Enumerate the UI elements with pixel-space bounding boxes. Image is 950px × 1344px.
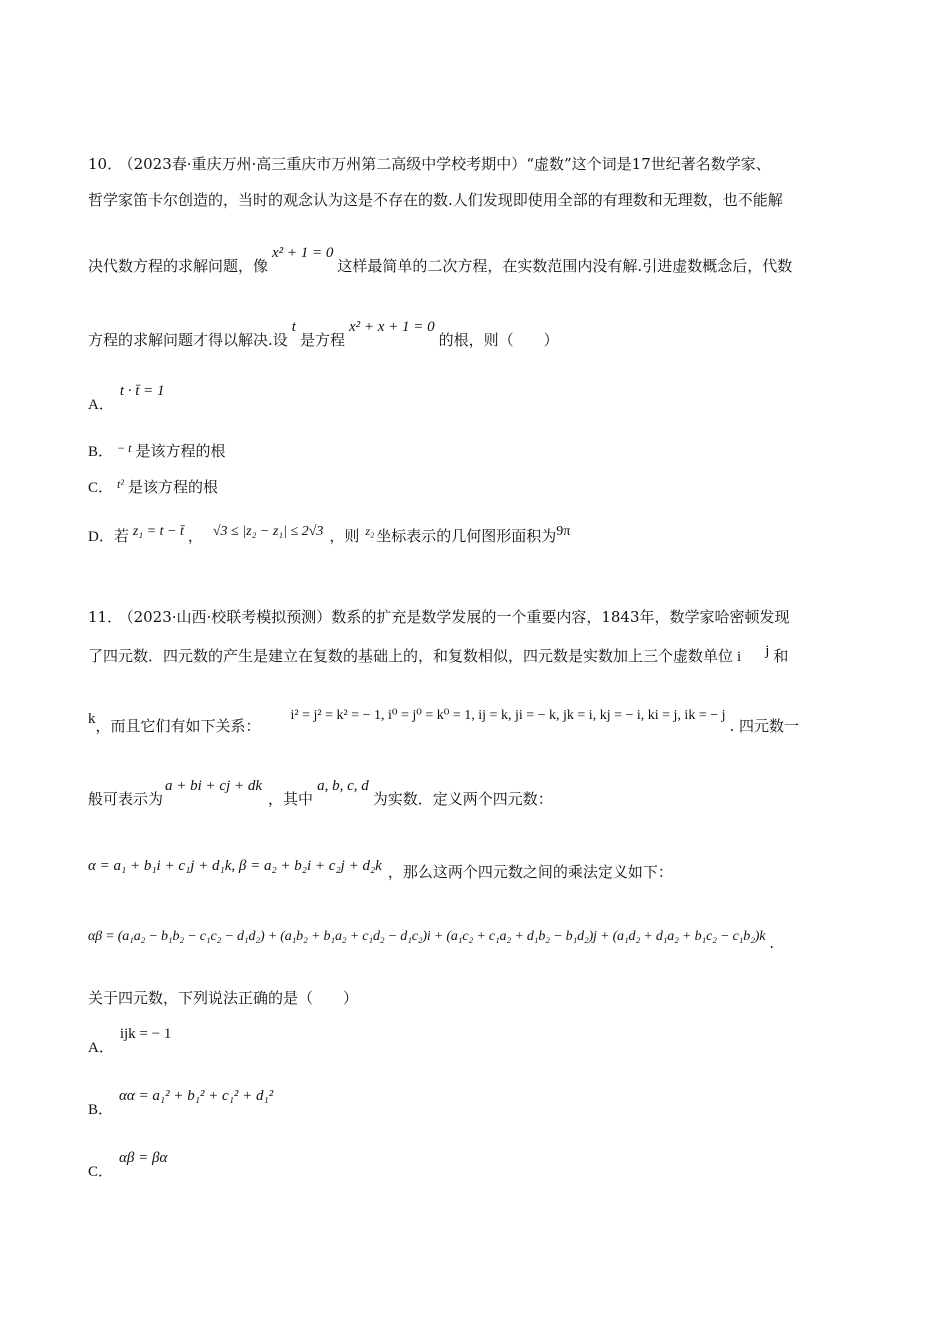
q10-option-b: [88, 441, 225, 462]
q11-option-c-label: C．: [88, 1164, 114, 1180]
q10-number: 10．: [88, 155, 123, 173]
q10-line2: 哲学家笛卡尔创造的，当时的观念认为这是不存在的数.人们发现即使用全部的有理数和无理数，也不能解: [88, 191, 783, 209]
q11-definition: α = a₁ + b₁i + c₁j + d₁k, β = a₂ + b₂i + c₂j + d₂k: [88, 858, 382, 874]
q10-option-a: [88, 383, 165, 415]
q11-line5: [88, 858, 673, 883]
q10-line3: [88, 245, 793, 277]
q10-option-c-text: 是该方程的根: [127, 478, 218, 496]
q11-option-a-math: ijk = − 1: [119, 1026, 172, 1042]
q11-option-c: [88, 1150, 168, 1182]
q10-option-d-math-2: √3 ≤ |z₂ − z₁| ≤ 2√3: [212, 524, 324, 539]
q11-unit-j: j: [765, 643, 770, 659]
q11-line3-text-a: ，而且它们有如下关系：: [95, 717, 261, 735]
q10-equation-1: x² + 1 = 0: [272, 245, 334, 261]
q10-option-d-math-4: 9π: [556, 524, 571, 539]
q11-relations: i² = j² = k² = − 1, i⁰ = j⁰ = k⁰ = 1, ij = k, ji = − k, jk = i, kj = − i, ki = j, ik = − j: [290, 708, 726, 723]
q10-option-c: [88, 477, 218, 498]
q10-option-a-label: A．: [88, 397, 114, 413]
q10-option-b-math: − t: [117, 441, 132, 455]
q10-line4-text-a: 方程的求解问题才得以解决.设: [88, 331, 288, 349]
q10-option-c-math: t²: [117, 477, 124, 491]
q11-number: 11．: [88, 608, 123, 626]
q11-option-a: [88, 1026, 172, 1058]
q11-line4-text-b: ，其中: [268, 790, 314, 808]
q10-option-b-label: B．: [88, 444, 114, 460]
q10-option-d-math-1: z₁ = t − t̄: [132, 524, 184, 539]
q11-product-formula: αβ = (a₁a₂ − b₁b₂ − c₁c₂ − d₁d₂) + (a₁b₂ + b₁a₂ + c₁d₂ − d₁c₂)i + (a₁c₂ + c₁a₂ + d₁b₂ − b₁d₂)j + (a₁d₂ + d₁a₂ + b₁c₂ − c₁b₂)k: [88, 929, 766, 944]
q11-line3: [88, 708, 800, 738]
q10-source: （2023春·重庆万州·高三重庆市万州第二高级中学校考期中）: [126, 155, 527, 173]
q10-option-d-text-d: 坐标表示的几何图形面积为: [376, 527, 557, 545]
q11-line2: [88, 643, 789, 667]
q10-option-b-text: 是该方程的根: [135, 442, 226, 460]
q10-line4-text-b: 是方程: [299, 331, 345, 349]
q11-line5-text: ，那么这两个四元数之间的乘法定义如下：: [387, 863, 673, 881]
q10-line1-text: “虚数”这个词是17世纪著名数学家、: [526, 155, 771, 173]
q10-line3-text-b: 这样最简单的二次方程，在实数范围内没有解.引进虚数概念后，代数: [337, 257, 793, 275]
q11-line1-text: 数系的扩充是数学发展的一个重要内容，1843年，数学家哈密顿发现: [331, 608, 790, 626]
q11-unit-i: i: [737, 649, 742, 665]
q10-option-d-text-c: ，则: [329, 527, 360, 545]
q11-option-b-label: B．: [88, 1102, 114, 1118]
q11-line6: [88, 925, 775, 952]
q11-real-vars: a, b, c, d: [317, 778, 369, 794]
q11-line6-end: .: [769, 934, 775, 952]
q11-unit-k: k: [88, 711, 96, 727]
q11-general-form: a + bi + cj + dk: [165, 778, 263, 794]
q10-equation-2: x² + x + 1 = 0: [348, 319, 435, 335]
q10-line4: [88, 319, 559, 351]
q11-line4-text-a: 般可表示为: [88, 790, 164, 808]
q10-option-d-math-3: z₂: [365, 524, 375, 538]
q10-option-d-text-b: ，: [187, 527, 203, 545]
q10-option-a-math: t · t̄ = 1: [119, 383, 165, 399]
q10-option-d: [88, 526, 570, 548]
q10-option-c-label: C．: [88, 480, 114, 496]
q10-var-t: t: [291, 319, 296, 335]
q11-line1: [88, 607, 790, 627]
q11-line2-text-a: 了四元数．四元数的产生是建立在复数的基础上的，和复数相似，四元数是实数加上三个虚数单位: [88, 647, 734, 665]
q11-line7: 关于四元数，下列说法正确的是（ ）: [88, 989, 359, 1007]
q11-option-b-math: αα = a₁² + b₁² + c₁² + d₁²: [119, 1088, 274, 1104]
q11-source: （2023·山西·校联考模拟预测）: [126, 608, 332, 626]
q11-line4: [88, 778, 553, 810]
q10-option-d-label: D．: [88, 529, 114, 545]
q11-line3-text-b: . 四元数一: [729, 717, 800, 735]
q11-option-a-label: A．: [88, 1040, 114, 1056]
q11-option-c-math: αβ = βα: [119, 1150, 168, 1166]
q10-line1: [88, 154, 771, 174]
q10-line4-text-c: 的根，则（ ）: [438, 331, 559, 349]
q11-option-b: [88, 1088, 274, 1120]
q11-line2-text-b: 和: [773, 647, 789, 665]
q11-line4-text-c: 为实数．定义两个四元数：: [372, 790, 553, 808]
q10-line3-text-a: 决代数方程的求解问题，像: [88, 257, 269, 275]
q10-option-d-text-a: 若: [113, 527, 129, 545]
